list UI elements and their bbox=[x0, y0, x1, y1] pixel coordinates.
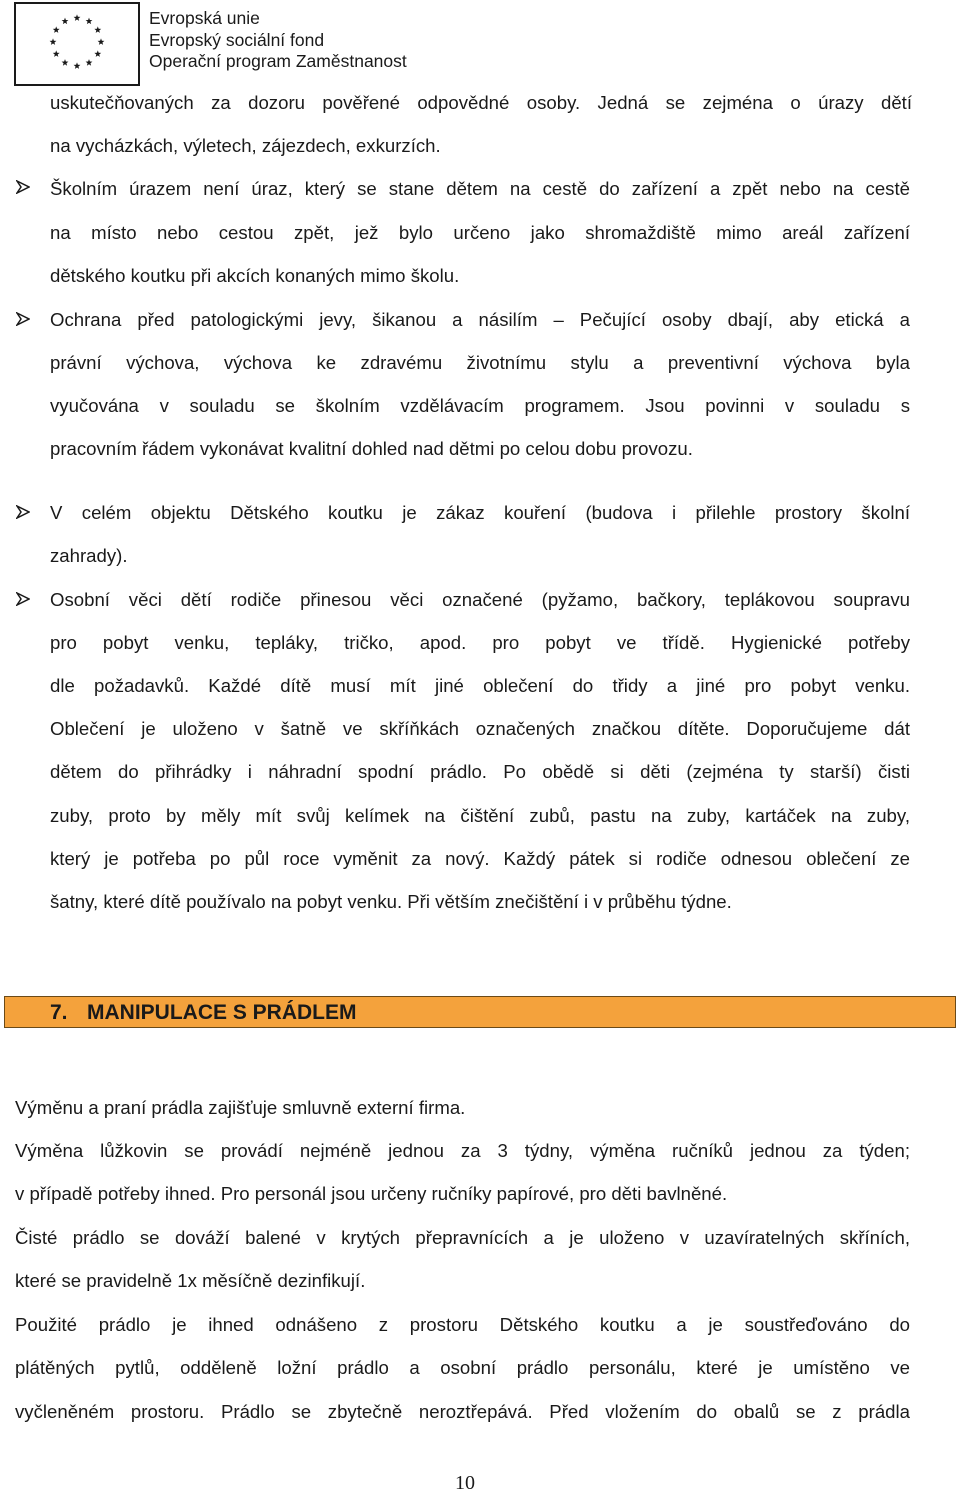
eu-star-icon bbox=[62, 18, 69, 25]
eu-flag-stars-icon bbox=[16, 4, 138, 84]
arrowhead-bullet-icon bbox=[16, 312, 30, 326]
paragraph-3-line-0: Použité prádlo je ihned odnášeno z prostoru Dětského koutku a je soustřeďováno do bbox=[15, 1314, 910, 1335]
page-number: 10 bbox=[455, 1472, 475, 1494]
section-number: 7. bbox=[50, 1001, 68, 1024]
paragraph-2-line-0: Čisté prádlo se dováží balené v krytých přepravnících a je uloženo v uzavíratelných skříních, bbox=[15, 1227, 910, 1248]
org-line-2: Evropský sociální fond bbox=[149, 29, 325, 50]
bullet-4-line-5: zuby, proto by měly mít svůj kelímek na čištění zubů, pastu na zuby, kartáček na zuby, bbox=[50, 805, 910, 826]
arrowhead-bullet-icon bbox=[16, 505, 30, 519]
bullet-1-line-2: dětského koutku při akcích konaných mimo školu. bbox=[50, 265, 460, 286]
bullet-4-line-0: Osobní věci dětí rodiče přinesou věci označené (pyžamo, bačkory, teplákovou soupravu bbox=[50, 589, 910, 610]
eu-star-icon bbox=[53, 50, 60, 57]
header-organization bbox=[149, 8, 407, 73]
bullet-1-line-1: na místo nebo cestou zpět, jež bylo určeno jako shromaždiště mimo areál zařízení bbox=[50, 222, 910, 243]
bullet-4-line-3: Oblečení je uloženo v šatně ve skříňkách označených značkou dítěte. Doporučujeme dát bbox=[50, 718, 910, 739]
bullet-3-line-1: zahrady). bbox=[50, 545, 128, 566]
bullet-2-line-0: Ochrana před patologickými jevy, šikanou a násilím – Pečující osoby dbají, aby etická a bbox=[50, 309, 910, 330]
eu-star-icon bbox=[50, 38, 57, 45]
eu-flag-logo bbox=[14, 2, 140, 86]
bullet-4-line-1: pro pobyt venku, tepláky, tričko, apod. pro pobyt ve třídě. Hygienické potřeby bbox=[50, 632, 910, 653]
paragraph-0-line-0: Výměnu a praní prádla zajišťuje smluvně externí firma. bbox=[15, 1097, 466, 1118]
eu-star-icon bbox=[86, 18, 93, 25]
eu-star-icon bbox=[86, 59, 93, 66]
eu-star-icon bbox=[94, 50, 101, 57]
arrowhead-bullet-icon bbox=[16, 180, 30, 194]
org-line-1: Evropská unie bbox=[149, 8, 260, 28]
paragraph-3-line-1: plátěných pytlů, odděleně ložní prádlo a osobní prádlo personálu, které je umístěno ve bbox=[15, 1357, 910, 1378]
org-line-3: Operační program Zaměstnanost bbox=[149, 51, 407, 71]
eu-star-icon bbox=[94, 26, 101, 33]
eu-star-icon bbox=[74, 14, 81, 21]
bullet-4-line-6: který je potřeba po půl roce vyměnit za nový. Každý pátek si rodiče odnesou oblečení ze bbox=[50, 848, 910, 869]
bullet-2-line-2: vyučována v souladu se školním vzdělávacím programem. Jsou povinni v souladu s bbox=[50, 395, 910, 416]
bullet-1-line-0: Školním úrazem není úraz, který se stane dětem na cestě do zařízení a zpět nebo na cestě bbox=[50, 178, 910, 199]
bullet-4-line-2: dle požadavků. Každé dítě musí mít jiné oblečení do třidy a jiné pro pobyt venku. bbox=[50, 675, 910, 696]
eu-star-icon bbox=[62, 59, 69, 66]
bullet-4-line-4: dětem do přihrádky i náhradní spodní prádlo. Po obědě si děti (zejména ty starší) čisti bbox=[50, 761, 910, 782]
paragraph-1-line-0: Výměna lůžkovin se provádí nejméně jednou za 3 týdny, výměna ručníků jednou za týden; bbox=[15, 1140, 910, 1161]
section-title: MANIPULACE S PRÁDLEM bbox=[87, 1001, 357, 1024]
bullet-0-line-1: na vycházkách, výletech, zájezdech, exkurzích. bbox=[50, 135, 441, 156]
paragraph-2-line-1: které se pravidelně 1x měsíčně dezinfikují. bbox=[15, 1270, 366, 1291]
eu-star-icon bbox=[74, 62, 81, 69]
paragraph-1-line-1: v případě potřeby ihned. Pro personál jsou určeny ručníky papírové, pro děti bavlněné. bbox=[15, 1183, 728, 1204]
paragraph-3-line-2: vyčleněném prostoru. Prádlo se zbytečně neroztřepává. Před vložením do obalů se z prádla bbox=[15, 1401, 910, 1422]
eu-star-icon bbox=[98, 38, 105, 45]
bullet-2-line-1: právní výchova, výchova ke zdravému životnímu stylu a preventivní výchova byla bbox=[50, 352, 910, 373]
bullet-2-line-3: pracovním řádem vykonávat kvalitní dohled nad dětmi po celou dobu provozu. bbox=[50, 438, 693, 459]
bullet-3-line-0: V celém objektu Dětského koutku je zákaz kouření (budova i přilehle prostory školní bbox=[50, 502, 910, 523]
arrowhead-bullet-icon bbox=[16, 592, 30, 606]
eu-star-icon bbox=[53, 26, 60, 33]
bullet-0-line-0: uskutečňovaných za dozoru pověřené odpovědné osoby. Jedná se zejména o úrazy dětí bbox=[50, 92, 912, 113]
bullet-4-line-7: šatny, které dítě používalo na pobyt venku. Při větším znečištění i v průběhu týdne. bbox=[50, 891, 732, 912]
